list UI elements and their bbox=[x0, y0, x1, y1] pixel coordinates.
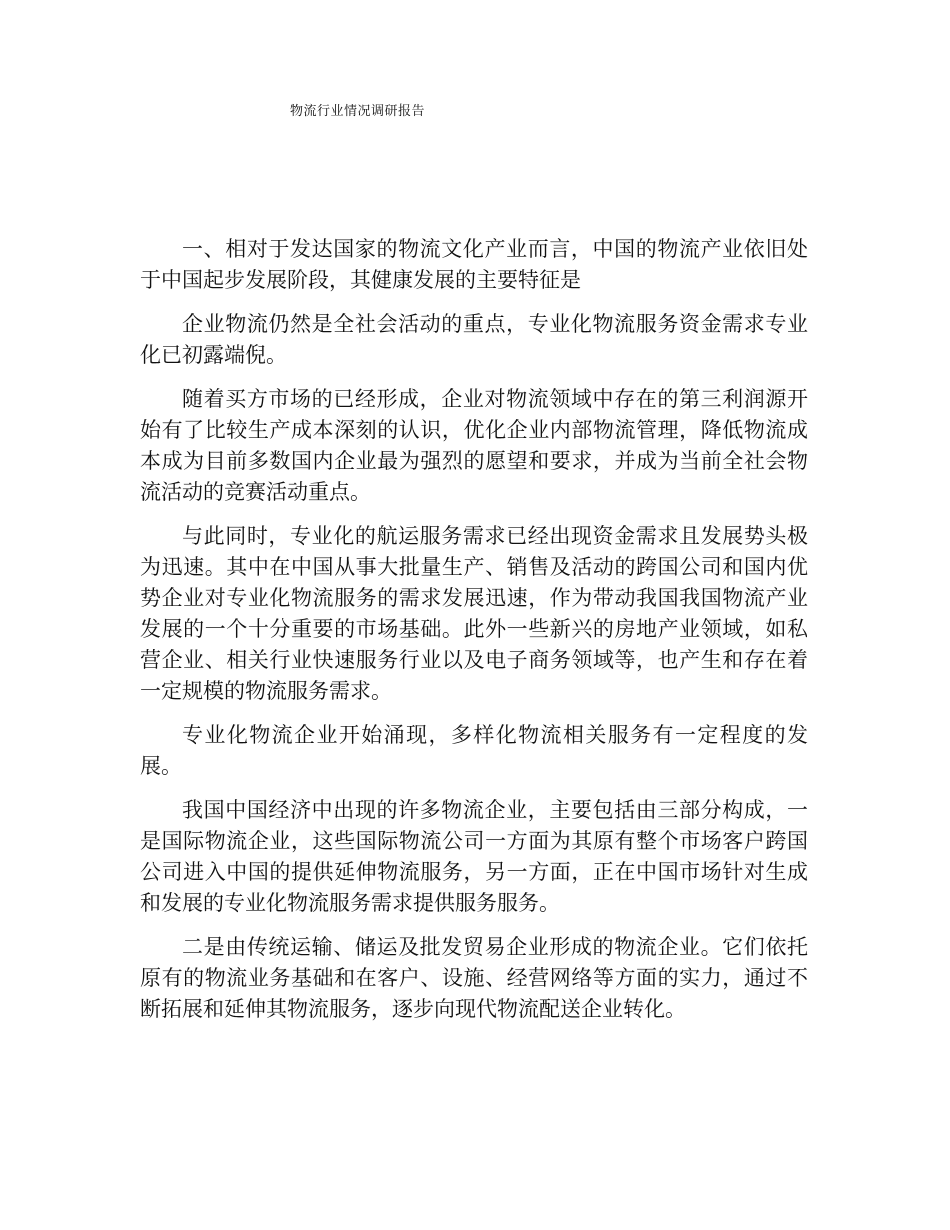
paragraph: 企业物流仍然是全社会活动的重点，专业化物流服务资金需求专业化已初露端倪。 bbox=[140, 312, 808, 367]
paragraph: 随着买方市场的已经形成，企业对物流领域中存在的第三利润源开始有了比较生产成本深刻的认识，优化企业内部物流管理，降低物流成本成为目前多数国内企业最为强烈的愿望和要求，并成为当前全社会物流活动的竞赛活动重点。 bbox=[140, 387, 808, 504]
paragraph: 一、相对于发达国家的物流文化产业而言，中国的物流产业依旧处于中国起步发展阶段，其健康发展的主要特征是 bbox=[140, 237, 808, 292]
document-body bbox=[140, 234, 808, 1038]
document-header-title: 物流行业情况调研报告 bbox=[290, 104, 426, 119]
paragraph: 二是由传统运输、储运及批发贸易企业形成的物流企业。它们依托原有的物流业务基础和在客户、设施、经营网络等方面的实力，通过不断拓展和延伸其物流服务，逐步向现代物流配送企业转化。 bbox=[140, 935, 808, 1021]
paragraph: 我国中国经济中出现的许多物流企业，主要包括由三部分构成，一是国际物流企业，这些国际物流公司一方面为其原有整个市场客户跨国公司进入中国的提供延伸物流服务，另一方面，正在中国市场针对生成和发展的专业化物流服务需求提供服务服务。 bbox=[140, 798, 808, 915]
paragraph: 专业化物流企业开始涌现，多样化物流相关服务有一定程度的发展。 bbox=[140, 723, 808, 778]
paragraph: 与此同时，专业化的航运服务需求已经出现资金需求且发展势头极为迅速。其中在中国从事大批量生产、销售及活动的跨国公司和国内优势企业对专业化物流服务的需求发展迅速，作为带动我国我国物流产业发展的一个十分重要的市场基础。此外一些新兴的房地产业领域，如私营企业、相关行业快速服务行业以及电子商务领域等，也产生和存在着一定规模的物流服务需求。 bbox=[140, 524, 808, 703]
